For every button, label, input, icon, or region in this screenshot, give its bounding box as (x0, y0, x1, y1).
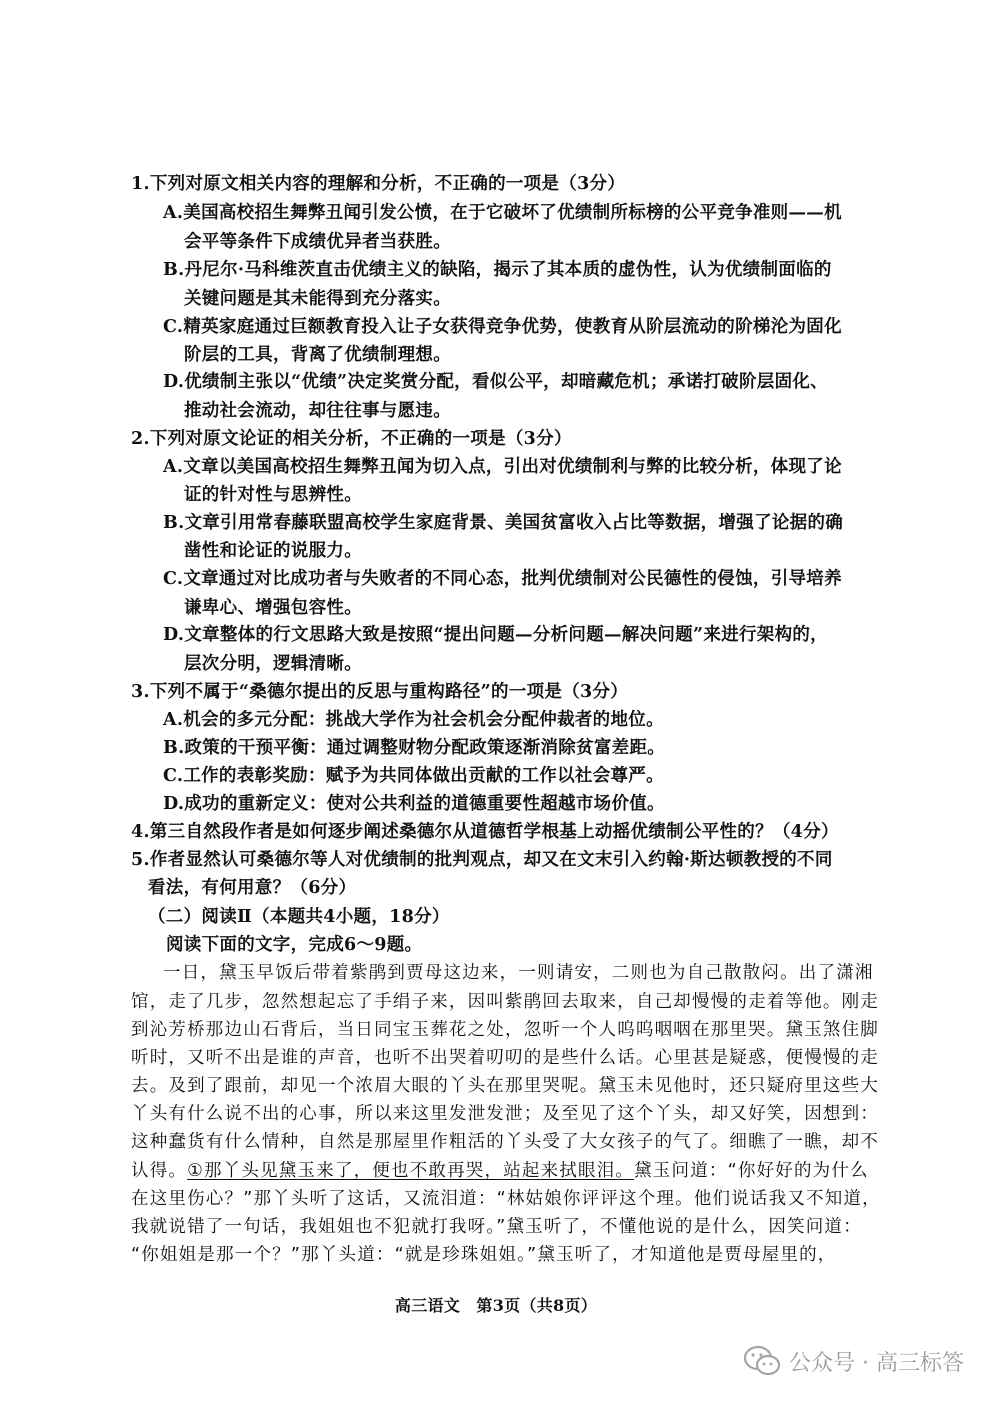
q2-option-a-line2: 证的针对性与思辨性。 (184, 485, 362, 505)
watermark (743, 1345, 964, 1377)
section-instruction: 阅读下面的文字，完成6～9题。 (166, 935, 423, 955)
section-heading: （二）阅读Ⅱ（本题共4小题，18分） (148, 907, 450, 927)
q2-option-d-line2: 层次分明，逻辑清晰。 (184, 654, 362, 674)
q2-option-c-line1: C.文章通过对比成功者与失败者的不同心态，批判优绩制对公民德性的侵蚀，引导培养 (163, 569, 842, 589)
q1-option-a-line1: A.美国高校招生舞弊丑闻引发公愤，在于它破坏了优绩制所标榜的公平竞争准则——机 (163, 203, 842, 223)
q2-option-b-line2: 凿性和论证的说服力。 (184, 541, 362, 561)
passage-line-8-end: 黛玉问道：“你好好的为什么 (634, 1161, 869, 1181)
passage-line-9: 在这里伤心？”那丫头听了这话，又流泪道：“林姑娘你评评这个理。他们说话我又不知道， (131, 1189, 881, 1209)
q1-option-b-line2: 关键问题是其未能得到充分落实。 (184, 289, 451, 309)
passage-line-10: 我就说错了一句话，我姐姐也不犯就打我呀。”黛玉听了，不懂他说的是什么，因笑问道： (131, 1217, 862, 1237)
q2-option-b-line1: B.文章引用常春藤联盟高校学生家庭背景、美国贫富收入占比等数据，增强了论据的确 (163, 513, 844, 533)
question-4: 4.第三自然段作者是如何逐步阐述桑德尔从道德哲学根基上动摇优绩制公平性的？（4分） (131, 822, 839, 842)
passage-line-1: 一日，黛玉早饭后带着紫鹃到贾母这边来，一则请安，二则也为自己散散闷。出了潇湘 (163, 963, 874, 983)
passage-line-8-start: 认得。 (131, 1161, 188, 1181)
passage-line-7: 这种蠢货有什么情种，自然是那屋里作粗活的丫头受了大女孩子的气了。细瞧了一瞧，却不 (131, 1132, 879, 1152)
q2-option-a-line1: A.文章以美国高校招生舞弊丑闻为切入点，引出对优绩制利与弊的比较分析，体现了论 (163, 457, 842, 477)
q1-option-d-line2: 推动社会流动，却往往事与愿违。 (184, 401, 451, 421)
passage-line-4: 听时，又听不出是谁的声音，也听不出哭着叨叨的是些什么话。心里甚是疑惑，便慢慢的走 (131, 1048, 879, 1068)
q2-option-d-line1: D.文章整体的行文思路大致是按照“提出问题—分析问题—解决问题”来进行架构的， (163, 625, 828, 645)
question-1-stem: 1.下列对原文相关内容的理解和分析，不正确的一项是（3分） (131, 174, 626, 194)
watermark-text: 公众号 · 高三标答 (789, 1350, 964, 1376)
passage-line-11: “你姐姐是那一个？”那丫头道：“就是珍珠姐姐。”黛玉听了，才知道他是贾母屋里的， (131, 1245, 837, 1265)
question-5-line1: 5.作者显然认可桑德尔等人对优绩制的批判观点，却又在文末引入约翰·斯达顿教授的不同 (131, 850, 833, 870)
passage-line-3: 到沁芳桥那边山石背后，当日同宝玉葬花之处，忽听一个人呜呜咽咽在那里哭。黛玉煞住脚 (131, 1020, 879, 1040)
q3-option-c: C.工作的表彰奖励：赋予为共同体做出贡献的工作以社会尊严。 (163, 766, 664, 786)
underlined-sentence-1: ①那丫头见黛玉来了，便也不敢再哭，站起来拭眼泪。 (187, 1161, 635, 1181)
q1-option-c-line2: 阶层的工具，背离了优绩制理想。 (184, 345, 451, 365)
q1-option-b-line1: B.丹尼尔·马科维茨直击优绩主义的缺陷，揭示了其本质的虚伪性，认为优绩制面临的 (163, 260, 832, 280)
q3-option-d: D.成功的重新定义：使对公共利益的道德重要性超越市场价值。 (163, 794, 665, 814)
q3-option-b: B.政策的干预平衡：通过调整财物分配政策逐渐消除贫富差距。 (163, 738, 666, 758)
question-5-line2: 看法，有何用意？（6分） (148, 878, 357, 898)
page-footer: 高三语文 第3页（共8页） (394, 1296, 598, 1315)
wechat-icon (743, 1345, 781, 1377)
q2-option-c-line2: 谦卑心、增强包容性。 (184, 598, 362, 618)
passage-line-6: 丫头有什么说不出的心事，所以来这里发泄发泄；及至见了这个丫头，却又好笑，因想到： (131, 1104, 879, 1124)
question-2-stem: 2.下列对原文论证的相关分析，不正确的一项是（3分） (131, 429, 572, 449)
passage-line-5: 去。及到了跟前，却见一个浓眉大眼的丫头在那里哭呢。黛玉未见他时，还只疑府里这些大 (131, 1076, 879, 1096)
question-3-stem: 3.下列不属于“桑德尔提出的反思与重构路径”的一项是（3分） (131, 682, 629, 702)
q1-option-d-line1: D.优绩制主张以“优绩”决定奖赏分配，看似公平，却暗藏危机；承诺打破阶层固化、 (163, 372, 828, 392)
q1-option-c-line1: C.精英家庭通过巨额教育投入让子女获得竞争优势，使教育从阶层流动的阶梯沦为固化 (163, 317, 842, 337)
q3-option-a: A.机会的多元分配：挑战大学作为社会机会分配仲裁者的地位。 (163, 710, 664, 730)
passage-line-2: 馆，走了几步，忽然想起忘了手绢子来，因叫紫鹃回去取来，自己却慢慢的走着等他。刚走 (131, 992, 879, 1012)
q1-option-a-line2: 会平等条件下成绩优异者当获胜。 (184, 232, 451, 252)
passage-line-8 (131, 1159, 869, 1183)
